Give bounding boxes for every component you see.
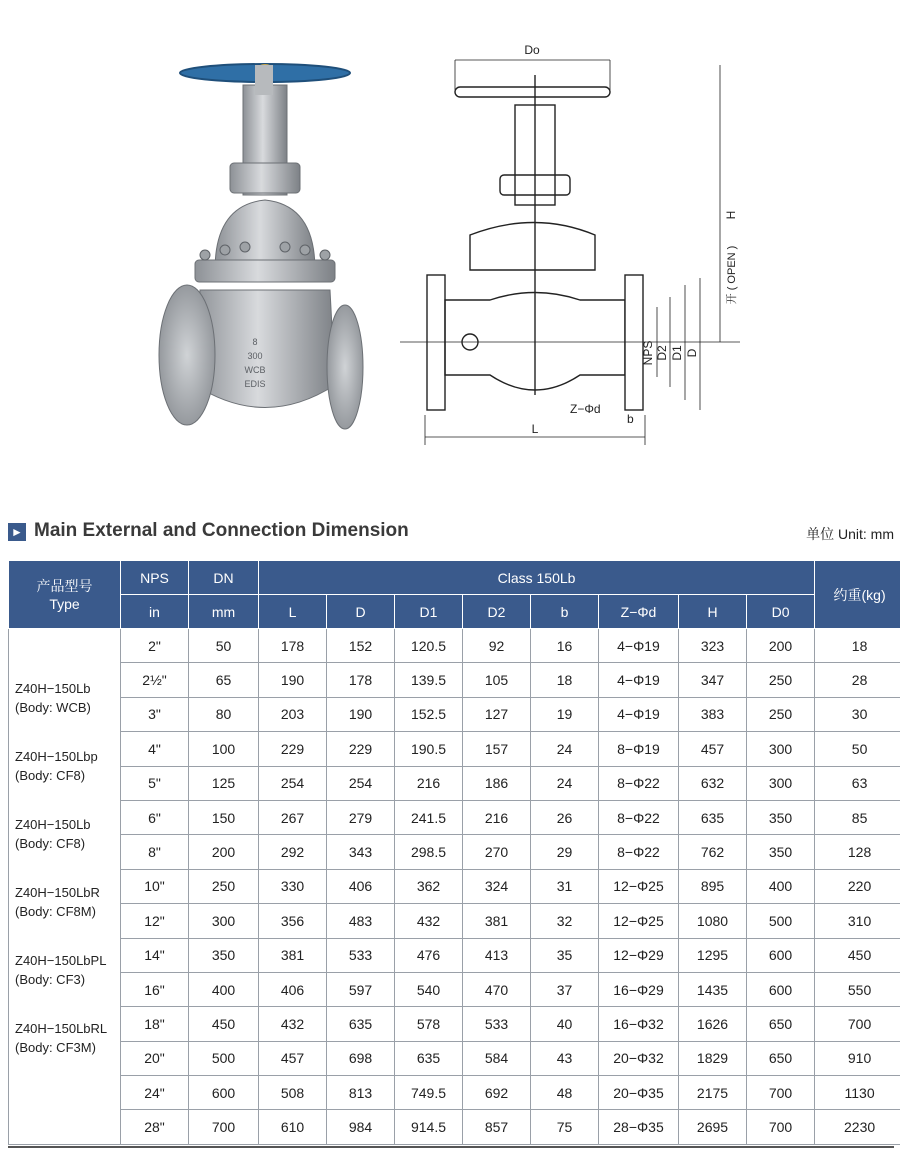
table-cell: 8−Φ22 [599, 766, 679, 800]
table-cell: 450 [189, 1007, 259, 1041]
type-entry [15, 747, 120, 785]
table-cell: 350 [747, 835, 815, 869]
table-cell: 1829 [679, 1041, 747, 1075]
table-cell: 1130 [815, 1076, 900, 1110]
table-cell: 343 [327, 835, 395, 869]
table-cell: 250 [747, 663, 815, 697]
table-cell: 1295 [679, 938, 747, 972]
table-cell: 28 [815, 663, 900, 697]
table-cell: 476 [395, 938, 463, 972]
type-body: (Body: CF8M) [15, 904, 96, 919]
table-cell: 8−Φ22 [599, 835, 679, 869]
table-cell: 24 [531, 766, 599, 800]
table-cell: 178 [259, 629, 327, 663]
table-cell: 186 [463, 766, 531, 800]
table-cell: 8−Φ22 [599, 800, 679, 834]
dimension-drawing [395, 35, 740, 455]
table-cell: 2175 [679, 1076, 747, 1110]
table-cell: 324 [463, 869, 531, 903]
header-class: Class 150Lb [259, 561, 815, 595]
table-cell: 700 [189, 1110, 259, 1144]
table-cell: 500 [747, 904, 815, 938]
table-cell: 10" [121, 869, 189, 903]
subheader-cell: D2 [463, 595, 531, 629]
table-cell: 533 [327, 938, 395, 972]
table-cell: 254 [259, 766, 327, 800]
type-model: Z40H−150Lb [15, 681, 91, 696]
table-cell: 28" [121, 1110, 189, 1144]
table-cell: 350 [189, 938, 259, 972]
table-row [9, 1041, 900, 1075]
table-cell: 457 [259, 1041, 327, 1075]
table-cell: 432 [395, 904, 463, 938]
table-row [9, 938, 900, 972]
table-cell: 241.5 [395, 800, 463, 834]
table-cell: 4" [121, 732, 189, 766]
table-cell: 24" [121, 1076, 189, 1110]
type-body: (Body: CF8) [15, 768, 86, 783]
table-cell: 48 [531, 1076, 599, 1110]
type-entry [15, 679, 120, 717]
type-model: Z40H−150LbPL [15, 953, 107, 968]
valve-body [195, 290, 335, 408]
table-cell: 128 [815, 835, 900, 869]
table-cell: 700 [815, 1007, 900, 1041]
table-cell: 700 [747, 1110, 815, 1144]
label-zphid: Z−Φd [570, 402, 601, 416]
table-cell: 813 [327, 1076, 395, 1110]
table-cell: 75 [531, 1110, 599, 1144]
table-cell: 540 [395, 972, 463, 1006]
table-cell: 18" [121, 1007, 189, 1041]
right-flange [327, 305, 363, 429]
table-cell: 310 [815, 904, 900, 938]
table-cell: 50 [189, 629, 259, 663]
table-cell: 749.5 [395, 1076, 463, 1110]
table-cell: 330 [259, 869, 327, 903]
table-cell: 16 [531, 629, 599, 663]
type-body: (Body: CF3M) [15, 1040, 96, 1055]
table-cell: 270 [463, 835, 531, 869]
table-cell: 578 [395, 1007, 463, 1041]
table-cell: 200 [747, 629, 815, 663]
table-cell: 350 [747, 800, 815, 834]
table-cell: 600 [747, 938, 815, 972]
table-cell: 4−Φ19 [599, 697, 679, 731]
table-cell: 550 [815, 972, 900, 1006]
table-cell: 152.5 [395, 697, 463, 731]
header-nps: NPS [121, 561, 189, 595]
subheader-cell: D0 [747, 595, 815, 629]
label-d1: D1 [670, 345, 684, 361]
table-cell: 600 [189, 1076, 259, 1110]
table-cell: 692 [463, 1076, 531, 1110]
table-cell: 857 [463, 1110, 531, 1144]
type-entry [15, 815, 120, 853]
table-cell: 400 [747, 869, 815, 903]
photo-mark: 8 [252, 337, 258, 347]
table-cell: 635 [679, 800, 747, 834]
table-cell: 12" [121, 904, 189, 938]
table-cell: 18 [531, 663, 599, 697]
table-cell: 200 [189, 835, 259, 869]
type-model: Z40H−150LbR [15, 885, 100, 900]
table-cell: 29 [531, 835, 599, 869]
table-cell: 910 [815, 1041, 900, 1075]
table-cell: 150 [189, 800, 259, 834]
table-cell: 413 [463, 938, 531, 972]
table-cell: 584 [463, 1041, 531, 1075]
table-cell: 229 [327, 732, 395, 766]
subheader-cell: b [531, 595, 599, 629]
table-cell: 152 [327, 629, 395, 663]
table-cell: 267 [259, 800, 327, 834]
subheader-cell: in [121, 595, 189, 629]
header-dn: DN [189, 561, 259, 595]
table-cell: 30 [815, 697, 900, 731]
table-cell: 381 [259, 938, 327, 972]
photo-mark: WCB [244, 365, 266, 375]
table-cell: 432 [259, 1007, 327, 1041]
table-cell: 16−Φ32 [599, 1007, 679, 1041]
subheader-cell: H [679, 595, 747, 629]
table-row [9, 972, 900, 1006]
photo-mark: 300 [247, 351, 263, 361]
table-cell: 254 [327, 766, 395, 800]
table-cell: 12−Φ29 [599, 938, 679, 972]
subheader-cell: D [327, 595, 395, 629]
type-entry [15, 883, 120, 921]
table-cell: 2230 [815, 1110, 900, 1144]
table-cell: 6" [121, 800, 189, 834]
table-cell: 300 [747, 766, 815, 800]
label-d2: D2 [655, 345, 669, 361]
table-cell: 347 [679, 663, 747, 697]
table-cell: 356 [259, 904, 327, 938]
table-cell: 105 [463, 663, 531, 697]
type-body: (Body: CF3) [15, 972, 86, 987]
table-cell: 362 [395, 869, 463, 903]
table-cell: 1080 [679, 904, 747, 938]
table-cell: 92 [463, 629, 531, 663]
table-cell: 24 [531, 732, 599, 766]
table-cell: 1435 [679, 972, 747, 1006]
header-row [9, 561, 900, 595]
header-subrow [9, 595, 900, 629]
type-entry [15, 1019, 120, 1057]
table-row [9, 766, 900, 800]
table-cell: 635 [327, 1007, 395, 1041]
table-cell: 406 [327, 869, 395, 903]
table-cell: 229 [259, 732, 327, 766]
bottom-rule [8, 1146, 894, 1148]
table-cell: 250 [189, 869, 259, 903]
table-cell: 406 [259, 972, 327, 1006]
table-cell: 125 [189, 766, 259, 800]
table-cell: 635 [395, 1041, 463, 1075]
table-cell: 383 [679, 697, 747, 731]
table-cell: 381 [463, 904, 531, 938]
table-cell: 3" [121, 697, 189, 731]
table-cell: 50 [815, 732, 900, 766]
table-cell: 178 [327, 663, 395, 697]
header-weight: 约重(kg) [815, 561, 900, 629]
table-cell: 2" [121, 629, 189, 663]
table-cell: 8−Φ19 [599, 732, 679, 766]
table-cell: 895 [679, 869, 747, 903]
table-cell: 279 [327, 800, 395, 834]
table-cell: 32 [531, 904, 599, 938]
type-entry [15, 951, 120, 989]
type-body: (Body: CF8) [15, 836, 86, 851]
table-row [9, 1076, 900, 1110]
table-cell: 43 [531, 1041, 599, 1075]
table-cell: 483 [327, 904, 395, 938]
table-cell: 8" [121, 835, 189, 869]
table-cell: 190 [327, 697, 395, 731]
table-row [9, 869, 900, 903]
table-cell: 31 [531, 869, 599, 903]
table-cell: 20" [121, 1041, 189, 1075]
table-cell: 63 [815, 766, 900, 800]
section-title: Main External and Connection Dimension [34, 520, 409, 541]
table-cell: 597 [327, 972, 395, 1006]
table-cell: 157 [463, 732, 531, 766]
table-cell: 600 [747, 972, 815, 1006]
table-cell: 80 [189, 697, 259, 731]
table-cell: 2695 [679, 1110, 747, 1144]
dimension-table [8, 560, 900, 1145]
table-cell: 984 [327, 1110, 395, 1144]
table-cell: 632 [679, 766, 747, 800]
gate-valve-photo [155, 55, 365, 440]
table-row [9, 663, 900, 697]
table-cell: 16−Φ29 [599, 972, 679, 1006]
table-cell: 762 [679, 835, 747, 869]
table-cell: 500 [189, 1041, 259, 1075]
label-b: b [627, 412, 634, 426]
label-do: Do [524, 43, 540, 57]
table-cell: 203 [259, 697, 327, 731]
table-cell: 450 [815, 938, 900, 972]
table-cell: 300 [747, 732, 815, 766]
table-cell: 292 [259, 835, 327, 869]
table-cell: 216 [463, 800, 531, 834]
table-cell: 700 [747, 1076, 815, 1110]
header-type: 产品型号 Type [9, 561, 121, 629]
left-flange [159, 285, 215, 425]
table-cell: 250 [747, 697, 815, 731]
table-cell: 2½" [121, 663, 189, 697]
type-model: Z40H−150LbRL [15, 1021, 108, 1036]
table-cell: 298.5 [395, 835, 463, 869]
table-cell: 914.5 [395, 1110, 463, 1144]
table-cell: 400 [189, 972, 259, 1006]
table-cell: 127 [463, 697, 531, 731]
table-cell: 35 [531, 938, 599, 972]
section-header [8, 520, 894, 546]
table-row [9, 904, 900, 938]
table-cell: 190 [259, 663, 327, 697]
table-cell: 16" [121, 972, 189, 1006]
table-cell: 216 [395, 766, 463, 800]
table-cell: 100 [189, 732, 259, 766]
photo-mark: EDIS [244, 379, 266, 389]
table-cell: 40 [531, 1007, 599, 1041]
label-nps: NPS [641, 340, 655, 366]
table-cell: 698 [327, 1041, 395, 1075]
table-cell: 323 [679, 629, 747, 663]
table-cell: 470 [463, 972, 531, 1006]
table-cell: 4−Φ19 [599, 629, 679, 663]
subheader-cell: Z−Φd [599, 595, 679, 629]
table-cell: 12−Φ25 [599, 869, 679, 903]
label-l: L [531, 422, 539, 436]
table-cell: 650 [747, 1041, 815, 1075]
arrow-right-icon: ► [8, 523, 26, 541]
type-model: Z40H−150Lb [15, 817, 91, 832]
unit-label: 单位 Unit: mm [806, 526, 894, 542]
table-cell: 300 [189, 904, 259, 938]
table-cell: 20−Φ35 [599, 1076, 679, 1110]
table-row [9, 697, 900, 731]
table-cell: 65 [189, 663, 259, 697]
table-row [9, 732, 900, 766]
table-cell: 85 [815, 800, 900, 834]
label-h: H [724, 210, 738, 220]
table-cell: 37 [531, 972, 599, 1006]
table-cell: 457 [679, 732, 747, 766]
label-open: 开 ( OPEN ) [726, 245, 738, 305]
subheader-cell: L [259, 595, 327, 629]
table-cell: 508 [259, 1076, 327, 1110]
subheader-cell: mm [189, 595, 259, 629]
table-cell: 190.5 [395, 732, 463, 766]
subheader-cell: D1 [395, 595, 463, 629]
table-cell: 18 [815, 629, 900, 663]
table-cell: 5" [121, 766, 189, 800]
table-cell: 650 [747, 1007, 815, 1041]
table-cell: 26 [531, 800, 599, 834]
table-cell: 14" [121, 938, 189, 972]
label-d: D [685, 348, 699, 358]
table-row [9, 1007, 900, 1041]
table-cell: 533 [463, 1007, 531, 1041]
table-cell: 1626 [679, 1007, 747, 1041]
table-cell: 120.5 [395, 629, 463, 663]
table-row [9, 835, 900, 869]
table-cell: 4−Φ19 [599, 663, 679, 697]
table-row [9, 629, 900, 663]
table-cell: 12−Φ25 [599, 904, 679, 938]
table-cell: 610 [259, 1110, 327, 1144]
type-body: (Body: WCB) [15, 700, 91, 715]
table-cell: 28−Φ35 [599, 1110, 679, 1144]
table-row [9, 800, 900, 834]
type-cell [9, 629, 121, 1145]
table-cell: 20−Φ32 [599, 1041, 679, 1075]
type-model: Z40H−150Lbp [15, 749, 98, 764]
table-row [9, 1110, 900, 1144]
table-cell: 139.5 [395, 663, 463, 697]
table-cell: 19 [531, 697, 599, 731]
table-cell: 220 [815, 869, 900, 903]
